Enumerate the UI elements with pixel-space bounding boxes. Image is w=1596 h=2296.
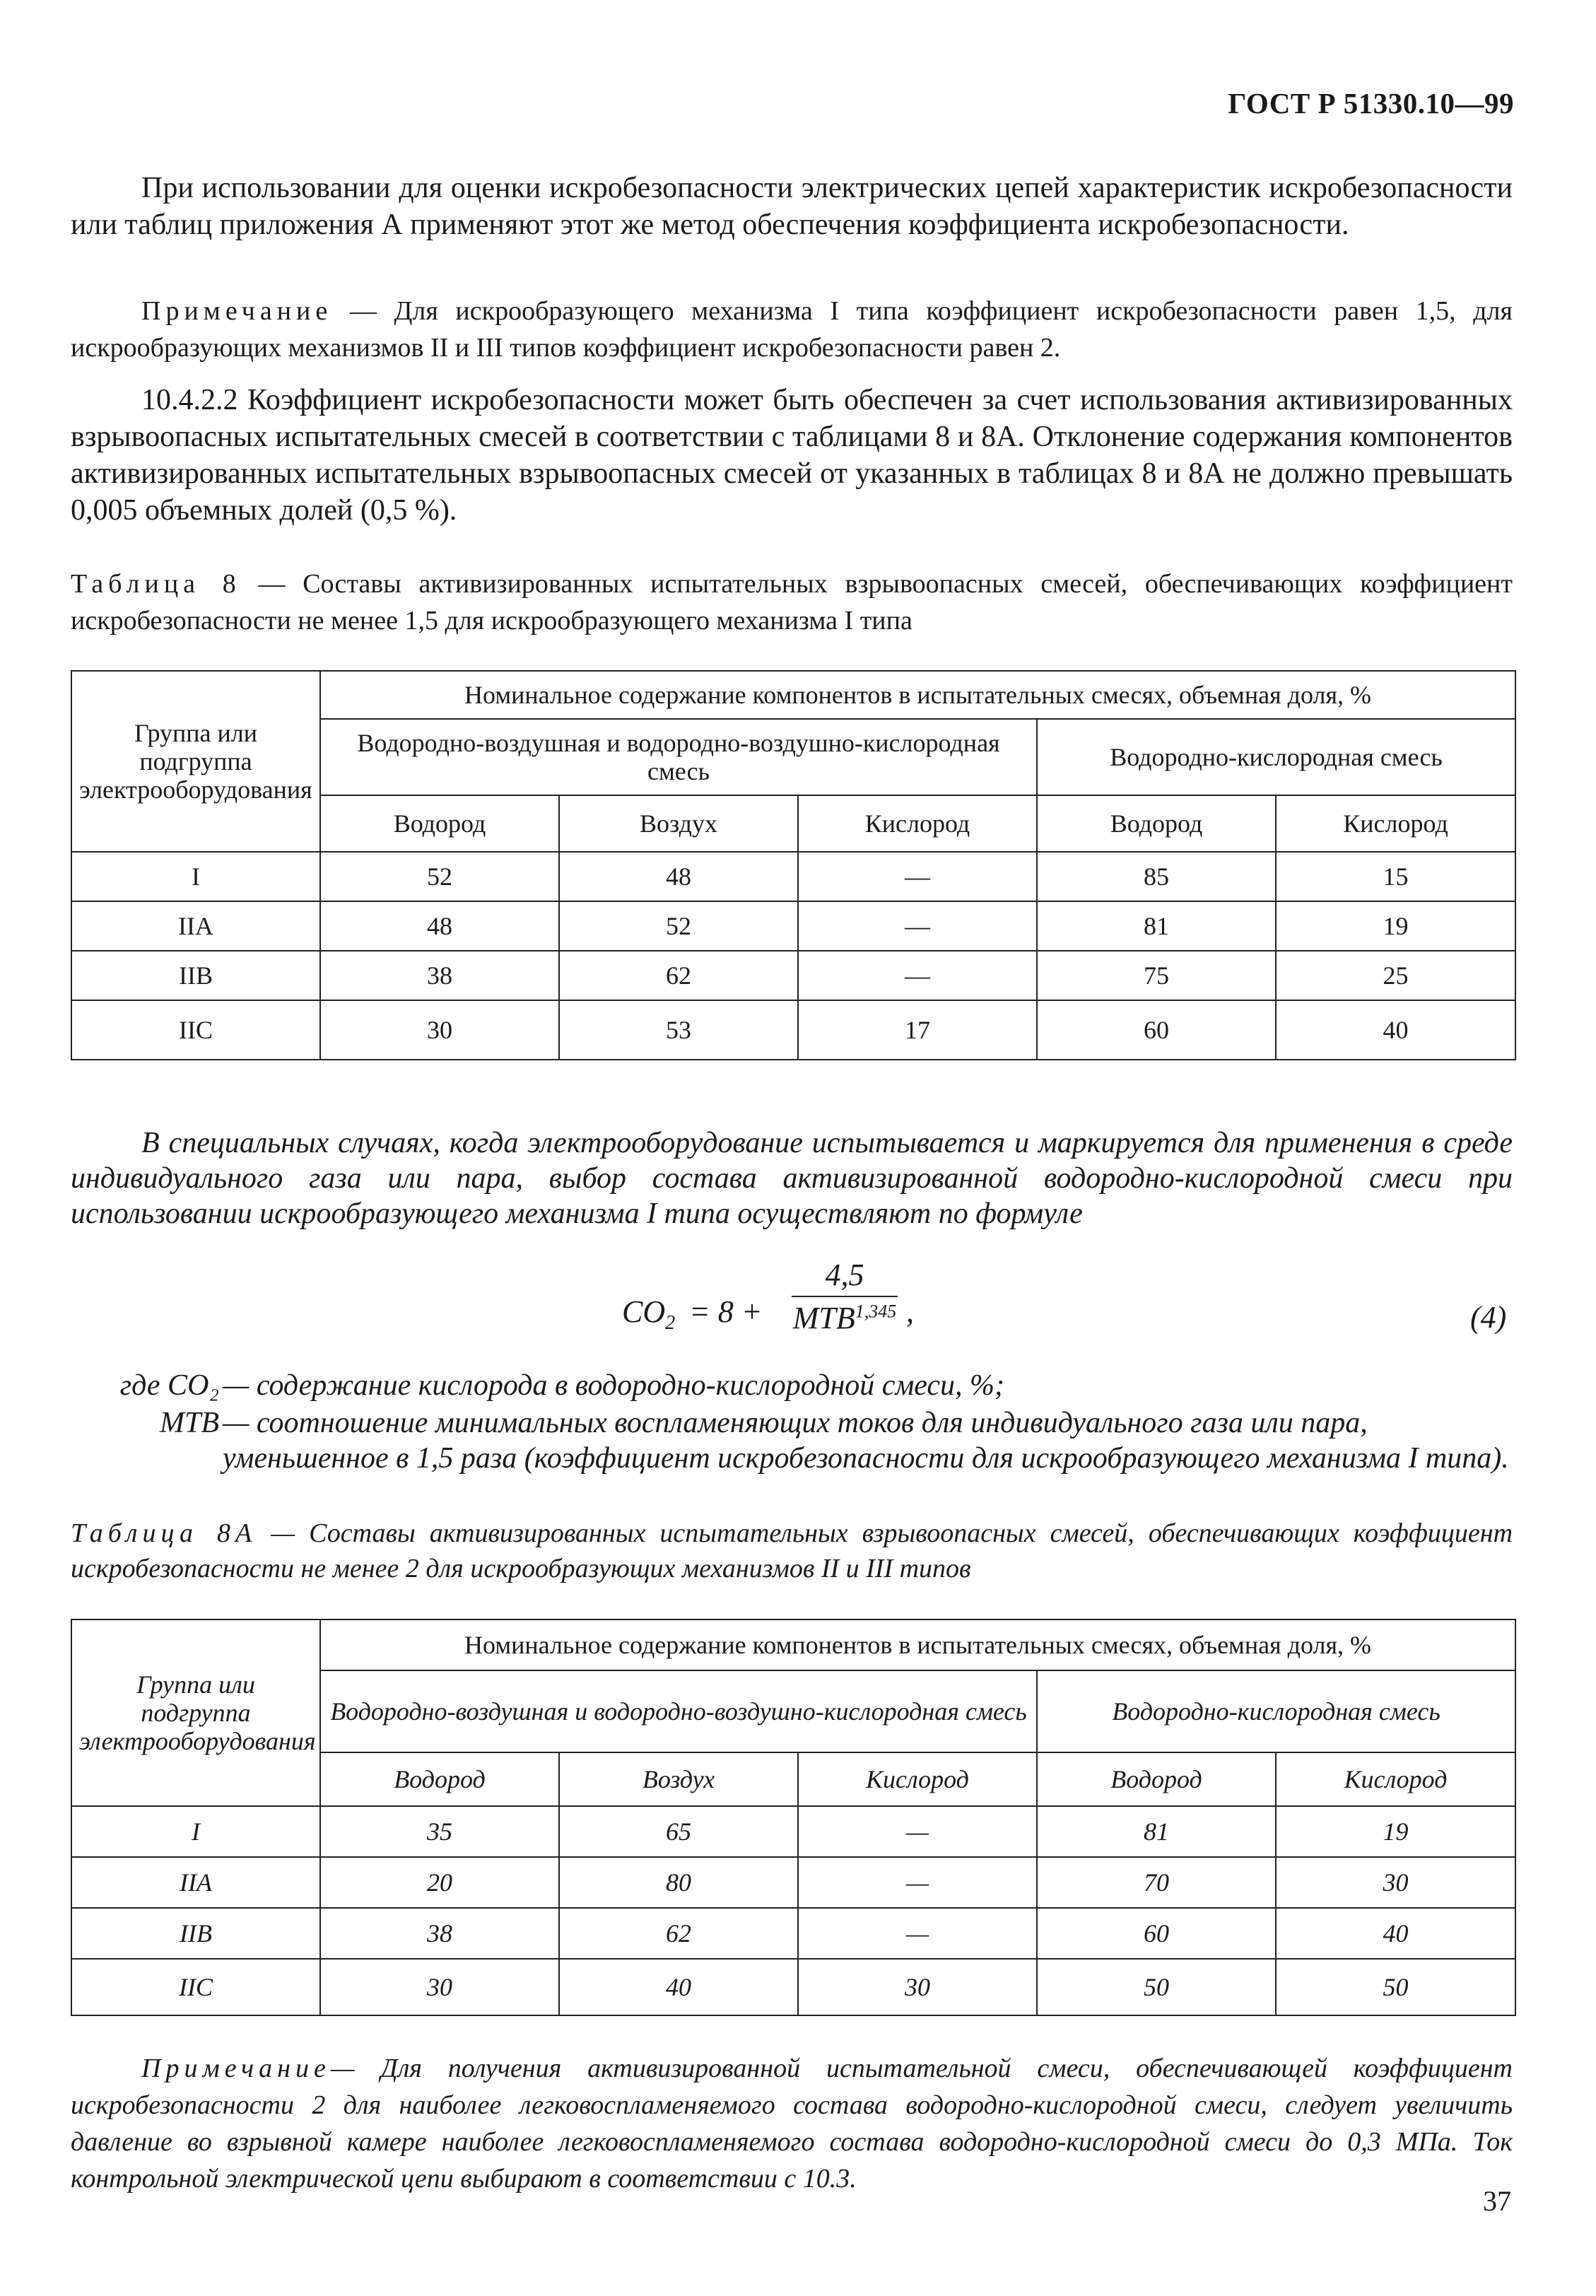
table-cell: IIB: [71, 1908, 320, 1959]
table-cell: 50: [1276, 1959, 1515, 2015]
where-term-co2: где CO₂: [119, 1369, 219, 1402]
table-cell: I: [71, 1806, 320, 1857]
table-cell: I: [71, 852, 320, 901]
table-row: [71, 1806, 1515, 1857]
table-8a-col-air: Воздух: [559, 1752, 798, 1806]
table-row: [71, 901, 1515, 951]
table-8-mix2-header: Водородно-кислородная смесь: [1037, 719, 1515, 795]
paragraph-intro: При использовании для оценки искробезопасности электрических цепей характеристик искробезопасности или таблиц приложения А применяют этот же метод обеспечения коэффициента искробезопасности.: [71, 172, 1513, 241]
table-8-nominal-header: Номинальное содержание компонентов в испытательных смесях, объемная доля, %: [320, 671, 1515, 719]
table-8a-col-hydrogen: Водород: [320, 1752, 559, 1806]
table-cell: IIA: [71, 1857, 320, 1908]
table-cell: 52: [320, 852, 559, 901]
formula-denominator: [792, 1297, 898, 1336]
table-cell: 62: [559, 951, 798, 1000]
table-cell: 65: [559, 1806, 798, 1857]
note-2-text: — Для получения активизированной испытательной смеси, обеспечивающей коэффициент искробезопасности 2 для наиболее легковоспламеняемого состава водородно-кислородной смеси, следует увеличить давление во взрывной камере наиболее легковоспламеняемого состава водородно-кислородной смеси до 0,3 МПа. Ток контрольной электрической цепи выбирают в соответствии с 10.3.: [71, 2054, 1513, 2194]
document-id-header: ГОСТ Р 51330.10—99: [1228, 87, 1514, 119]
table-8-col-oxygen-2: Кислород: [1276, 795, 1515, 852]
table-row: [71, 1000, 1515, 1060]
table-cell: —: [798, 901, 1037, 951]
table-8a-nominal-header: Номинальное содержание компонентов в испытательных смесях, объемная доля, %: [320, 1620, 1515, 1670]
note-1-text: — Для искрообразующего механизма I типа коэффициент искробезопасности равен 1,5, для искрообразующих механизмов II и III типов коэффициент искробезопасности равен 2.: [71, 296, 1513, 363]
table-cell: 48: [320, 901, 559, 951]
formula-denominator-symbol: MTB: [792, 1301, 855, 1335]
where-mtb: [71, 1405, 1513, 1483]
table-8-group-header: Группа или подгруппа электрооборудования: [71, 671, 320, 852]
table-cell: 30: [320, 1959, 559, 2015]
table-cell: 40: [559, 1959, 798, 2015]
table-8a-col-hydrogen-2: Водород: [1037, 1752, 1276, 1806]
note-1: [71, 293, 1513, 366]
formula-lhs: [622, 1294, 675, 1335]
table-cell: —: [798, 1857, 1037, 1908]
table-8-col-hydrogen-2: Водород: [1037, 795, 1276, 852]
table-cell: 38: [320, 951, 559, 1000]
formula-numerator: 4,5: [792, 1257, 898, 1297]
table-row: [71, 1959, 1515, 2015]
table-8a-label: Таблица 8А: [71, 1518, 257, 1548]
table-cell: 70: [1037, 1857, 1276, 1908]
table-8-caption: [71, 566, 1513, 639]
table-8a-col-oxygen-2: Кислород: [1276, 1752, 1515, 1806]
table-cell: 30: [1276, 1857, 1515, 1908]
paragraph-10-4-2-2: 10.4.2.2 Коэффициент искробезопасности может быть обеспечен за счет использования активизированных взрывоопасных испытательных смесей в соответствии с таблицами 8 и 8А. Отклонение содержания компонентов активизированных испытательных взрывоопасных смесей от указанных в таблицах 8 и 8А не должно превышать 0,005 объемных долей (0,5 %).: [71, 384, 1513, 527]
table-cell: 52: [559, 901, 798, 951]
formula-exponent: 1,345: [855, 1301, 897, 1322]
table-8a: [71, 1619, 1516, 2016]
table-cell: 40: [1276, 1908, 1515, 1959]
note-1-label: Примечание: [141, 296, 333, 326]
table-cell: —: [798, 951, 1037, 1000]
table-cell: 75: [1037, 951, 1276, 1000]
table-cell: 81: [1037, 901, 1276, 951]
table-cell: 30: [320, 1000, 559, 1060]
formula-4: [0, 1257, 1596, 1342]
where-def-co2: — содержание кислорода в водородно-кислородной смеси, %;: [223, 1369, 1004, 1402]
table-cell: IIA: [71, 901, 320, 951]
table-cell: 50: [1037, 1959, 1276, 2015]
note-2: [71, 2050, 1513, 2197]
table-8a-col-oxygen: Кислород: [798, 1752, 1037, 1806]
table-cell: IIC: [71, 1000, 320, 1060]
table-cell: 19: [1276, 1806, 1515, 1857]
table-cell: 80: [559, 1857, 798, 1908]
table-cell: 17: [798, 1000, 1037, 1060]
table-8: [71, 670, 1516, 1060]
table-cell: 38: [320, 1908, 559, 1959]
table-cell: 19: [1276, 901, 1515, 951]
table-cell: 60: [1037, 1908, 1276, 1959]
table-cell: —: [798, 1908, 1037, 1959]
table-cell: IIB: [71, 951, 320, 1000]
formula-lhs-subscript: 2: [665, 1311, 676, 1334]
table-row: [71, 1908, 1515, 1959]
paragraph-special-cases: В специальных случаях, когда электрооборудование испытывается и маркируется для применения в среде индивидуального газа или пара, выбор состава активизированной водородно-кислородной смеси при использовании искрообразующего механизма I типа осуществляют по формуле: [71, 1127, 1513, 1230]
formula-fraction: [792, 1257, 898, 1336]
where-term-mtb: MTB: [160, 1407, 219, 1439]
table-cell: IIC: [71, 1959, 320, 2015]
table-cell: 53: [559, 1000, 798, 1060]
formula-comma: ,: [906, 1294, 914, 1329]
table-cell: 15: [1276, 852, 1515, 901]
table-8a-mix2-header: Водородно-кислородная смесь: [1037, 1670, 1515, 1752]
table-8a-group-header: Группа или подгруппа электрооборудования: [71, 1620, 320, 1806]
page-number: 37: [1483, 2185, 1511, 2217]
formula-equals: = 8 +: [689, 1294, 763, 1329]
formula-number: (4): [1470, 1300, 1507, 1335]
table-8-mix1-header: Водородно-воздушная и водородно-воздушно-кислородная смесь: [320, 719, 1037, 795]
table-row: [71, 951, 1515, 1000]
table-cell: 62: [559, 1908, 798, 1959]
table-cell: —: [798, 852, 1037, 901]
table-row: [71, 1857, 1515, 1908]
table-8a-caption: [71, 1516, 1513, 1586]
table-8-caption-text: — Составы активизированных испытательных взрывоопасных смесей, обеспечивающих коэффициент искробезопасности не менее 1,5 для искрообразующего механизма I типа: [71, 569, 1513, 636]
table-cell: 48: [559, 852, 798, 901]
where-def-mtb: — соотношение минимальных воспламеняющих токов для индивидуального газа или пара, уменьшенное в 1,5 раза (коэффициент искробезопасности для искрообразующего механизма I типа).: [223, 1407, 1509, 1475]
table-cell: 81: [1037, 1806, 1276, 1857]
table-cell: 85: [1037, 852, 1276, 901]
table-cell: 40: [1276, 1000, 1515, 1060]
table-8a-mix1-header: Водородно-воздушная и водородно-воздушно-кислородная смесь: [320, 1670, 1037, 1752]
table-8-col-hydrogen: Водород: [320, 795, 559, 852]
table-cell: —: [798, 1806, 1037, 1857]
note-2-label: Примечание: [141, 2054, 331, 2083]
table-8a-caption-text: — Составы активизированных испытательных взрывоопасных смесей, обеспечивающих коэффициент искробезопасности не менее 2 для искрообразующих механизмов II и III типов: [71, 1518, 1513, 1583]
table-cell: 25: [1276, 951, 1515, 1000]
formula-lhs-symbol: CO: [622, 1294, 666, 1329]
table-cell: 60: [1037, 1000, 1276, 1060]
table-row: [71, 852, 1515, 901]
table-8-col-oxygen: Кислород: [798, 795, 1037, 852]
table-cell: 30: [798, 1959, 1037, 2015]
table-cell: 20: [320, 1857, 559, 1908]
where-co2: [71, 1368, 1513, 1406]
table-8-label: Таблица 8: [71, 569, 241, 599]
table-8-col-air: Воздух: [559, 795, 798, 852]
table-cell: 35: [320, 1806, 559, 1857]
